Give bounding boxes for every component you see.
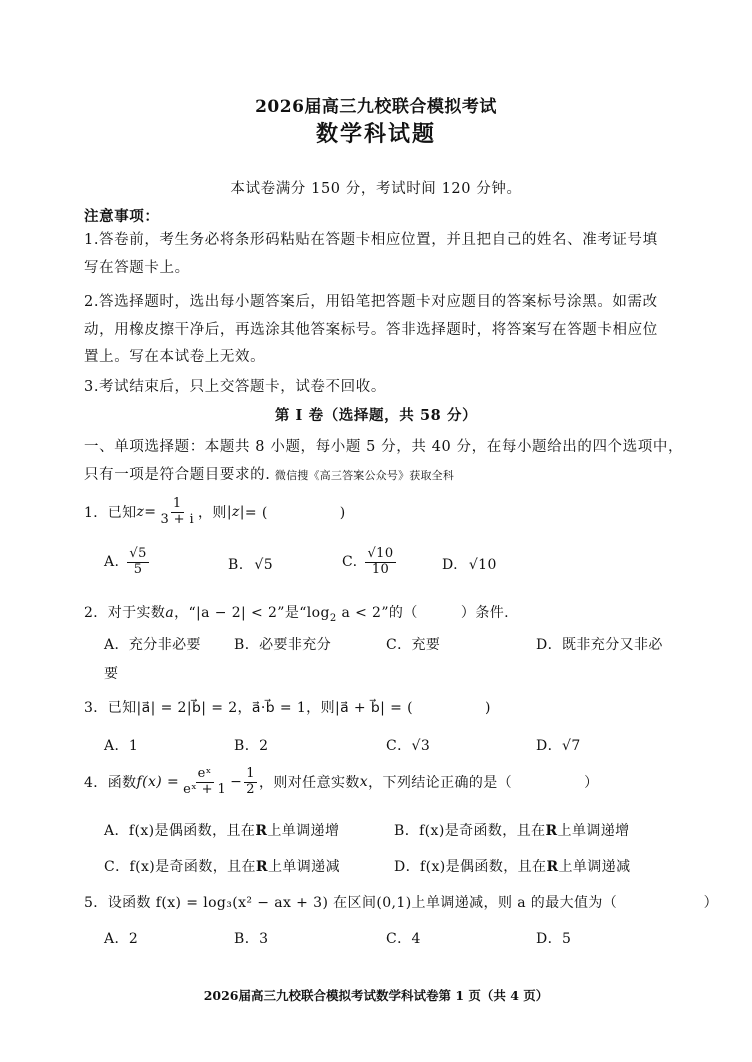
q5-option-d: D．5 xyxy=(536,931,572,947)
q2-option-d-cont: 要 xyxy=(104,666,119,682)
q4-pre: 4．函数 xyxy=(84,775,137,792)
q4-frac-2-num: 1 xyxy=(246,766,255,781)
q1-eq: = xyxy=(144,504,157,521)
note-2-line-1: 2.答选择题时，选出每小题答案后，用铅笔把答题卡对应题目的答案标号涂黑。如需改 xyxy=(84,294,658,310)
q3-d-val: 7 xyxy=(571,738,581,754)
q1-fraction xyxy=(158,497,196,528)
q4-option-a xyxy=(104,820,339,840)
q4-option-b xyxy=(394,820,630,840)
q4-d-text: D．f(x)是偶函数，且在 xyxy=(394,859,547,875)
exam-info: 本试卷满分 150 分，考试时间 120 分钟。 xyxy=(230,181,522,197)
q3-c-label: C． xyxy=(386,738,412,754)
question-1 xyxy=(84,497,346,528)
section-intro-line-2 xyxy=(84,463,454,484)
q4-b-R: R xyxy=(545,823,558,839)
q4-frac-1-num: eˣ xyxy=(197,766,212,781)
q3-d-label: D． xyxy=(536,738,563,754)
q2-option-b: B．必要非充分 xyxy=(234,637,332,653)
q5-option-c: C．4 xyxy=(386,931,421,947)
q4-frac-1 xyxy=(181,767,228,798)
q3-c-val: 3 xyxy=(420,738,431,754)
notes-heading: 注意事项： xyxy=(84,208,160,225)
note-1-line-1: 1.答卷前，考生务必将条形码粘贴在答题卡相应位置，并且把自己的姓名、准考证号填 xyxy=(84,232,658,248)
q1-c-frac xyxy=(365,547,395,578)
watermark-text: 微信搜《高三答案公众号》获取全科 xyxy=(274,469,455,482)
q1-abs: |z| xyxy=(226,504,245,521)
q1-frac-den: 3 + i xyxy=(160,511,195,527)
q4-frac-1-den: eˣ + 1 xyxy=(183,781,227,797)
q2-pre: 2．对于实数 xyxy=(84,605,166,621)
section-title: 第 I 卷（选择题，共 58 分） xyxy=(274,407,478,424)
q1-a-den: 5 xyxy=(133,561,143,577)
q4-d-R: R xyxy=(546,859,559,875)
note-2-line-3: 置上。写在本试卷上无效。 xyxy=(84,349,266,365)
question-2 xyxy=(84,602,509,624)
page-footer: 2026届高三九校联合模拟考试数学科试卷第 1 页（共 4 页） xyxy=(203,988,549,1003)
q1-c-label: C. xyxy=(342,554,358,571)
q1-option-d: D. √10 xyxy=(442,557,497,573)
question-5: 5．设函数 f(x) = log₃(x² − ax + 3) 在区间(0,1)上单调递减，则 a 的最大值为（ ） xyxy=(84,895,718,911)
note-3: 3.考试结束后，只上交答题卡，试卷不回收。 xyxy=(84,379,386,395)
q1-c-rad: 10 xyxy=(376,546,394,561)
q1-a-num: √5 xyxy=(129,546,147,561)
q4-frac-2-den: 2 xyxy=(246,781,255,797)
q1-a-label: A. xyxy=(104,554,120,571)
q3-option-a: A．1 xyxy=(104,738,139,754)
note-2-line-2: 动，用橡皮擦干净后，再选涂其他答案标号。答非选择题时，将答案写在答题卡相应位 xyxy=(84,322,658,338)
q4-post2: ，下列结论正确的是（ ） xyxy=(368,775,599,792)
section-intro-line-1: 一、单项选择题：本题共 8 小题，每小题 5 分，共 40 分，在每小题给出的四个选项中， xyxy=(84,439,684,455)
q1-var: z xyxy=(136,504,145,521)
note-1-line-2: 写在答题卡上。 xyxy=(84,260,190,276)
q4-a-text: A．f(x)是偶函数，且在 xyxy=(104,823,256,839)
q4-f: f(x) = xyxy=(136,774,180,791)
q1-a-rad: 5 xyxy=(138,546,147,561)
q3-option-d: D．√7 xyxy=(536,738,581,754)
q1-tail: = ( ) xyxy=(244,505,346,522)
q5-option-a: A．2 xyxy=(104,931,139,947)
q1-a-frac xyxy=(127,547,148,578)
q2-sub: 2 xyxy=(329,612,337,624)
q4-b-text2: 上单调递增 xyxy=(557,823,630,839)
q1-option-b: B. √5 xyxy=(228,557,274,573)
q1-b-val: 5 xyxy=(263,557,274,573)
q1-c-num: √10 xyxy=(367,546,394,561)
q4-option-d xyxy=(394,856,630,876)
q3-option-c: C．√3 xyxy=(386,738,431,754)
q2-option-c: C．充要 xyxy=(386,637,441,653)
q4-minus: − xyxy=(230,774,243,791)
q1-number: 1．已知 xyxy=(84,505,137,522)
q4-x: x xyxy=(359,774,369,791)
q3-option-b: B．2 xyxy=(234,738,269,754)
q1-b-label: B. xyxy=(228,557,244,573)
q4-d-text2: 上单调递减 xyxy=(558,859,631,875)
section-intro-text: 只有一项是符合题目要求的. xyxy=(84,467,271,483)
q2-cond2: a < 2”的（ ）条件. xyxy=(336,605,509,621)
q1-d-val: 10 xyxy=(478,557,497,573)
q1-then: ，则 xyxy=(198,505,227,522)
q2-option-a: A．充分非必要 xyxy=(104,637,201,653)
question-3: 3．已知|a⃗| = 2|b⃗| = 2，a⃗·b⃗ = 1，则|a⃗ + b⃗| = ( ) xyxy=(84,700,491,716)
q1-option-a xyxy=(104,547,151,578)
q4-c-R: R xyxy=(255,859,268,875)
exam-title: 2026届高三九校联合模拟考试 xyxy=(255,97,497,117)
q5-option-b: B．3 xyxy=(234,931,269,947)
q4-c-text: C．f(x)是奇函数，且在 xyxy=(104,859,256,875)
q4-post: ，则对任意实数 xyxy=(258,775,360,792)
question-4 xyxy=(84,767,598,798)
q1-option-c xyxy=(342,547,398,578)
q1-d-label: D. xyxy=(442,557,458,573)
q2-option-d: D．既非充分又非必 xyxy=(536,637,663,653)
q4-frac-2 xyxy=(244,767,257,798)
q4-c-text2: 上单调递减 xyxy=(267,859,340,875)
q1-c-den: 10 xyxy=(371,561,390,577)
q4-b-text: B．f(x)是奇函数，且在 xyxy=(394,823,546,839)
q1-frac-num: 1 xyxy=(172,496,182,511)
q4-a-R: R xyxy=(255,823,268,839)
subject-title: 数学科试题 xyxy=(315,121,436,147)
q2-cond1: ，“|a − 2| < 2”是“log xyxy=(174,605,330,621)
q4-option-c xyxy=(104,856,340,876)
q4-a-text2: 上单调递增 xyxy=(267,823,340,839)
q2-var: a xyxy=(165,605,175,621)
